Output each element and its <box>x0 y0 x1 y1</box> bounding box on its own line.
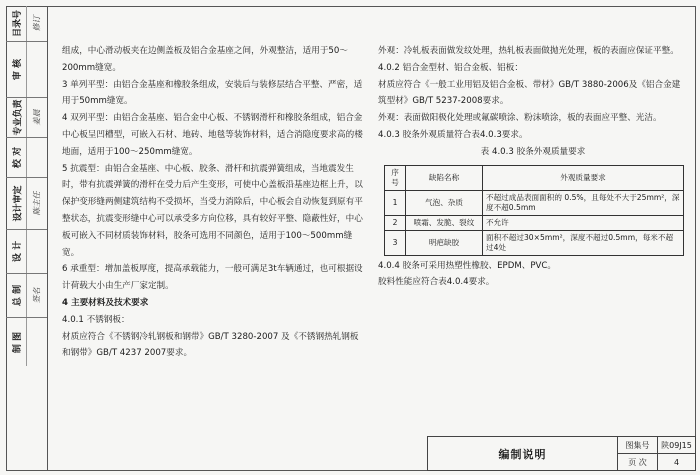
sidebar-signature: 修订 <box>32 15 42 32</box>
table-cell: 不超过成品表面面积的 0.5%，且每处不大于25mm²，深度不超0.5mm <box>483 190 684 215</box>
paragraph: 6 承重型：增加盖板厚度，提高承载能力，一般可满足3t车辆通过，也可根据设计荷载大小由生产厂家定制。 <box>62 264 363 292</box>
right-column <box>378 43 688 291</box>
paragraph: 外观：表面做阳极化处理或氟碳喷涂、粉沫喷涂，板的表面应平整、光洁。 <box>378 113 662 124</box>
sidebar-signature: 签名 <box>32 287 42 304</box>
sidebar-cell <box>6 230 47 274</box>
sidebar-label: 制 图 <box>13 331 24 353</box>
table-header: 缺陷名称 <box>406 165 483 190</box>
sidebar-label: 审 核 <box>13 58 24 81</box>
paragraph: 外观：冷轧板表面做发纹处理，热轧板表面做抛光处理，板的表面应保证平整。 <box>378 46 679 56</box>
paragraph: 组成，中心滑动板夹在边侧盖板及铝合金基座之间，外观整洁，适用于50～200mm缝宽。 <box>62 46 348 73</box>
table-row <box>385 215 684 230</box>
subsection-heading: 4.0.1 不锈钢板： <box>62 314 130 325</box>
paragraph: 4.0.4 胶条可采用热塑性橡胶、EPDM、PVC。 <box>378 260 557 271</box>
sidebar-label: 总 制 <box>13 284 24 307</box>
sidebar-signature: 陈主任 <box>32 191 42 216</box>
table-cell: 3 <box>385 230 406 255</box>
paragraph: 胶料性能应符合表4.0.4要求。 <box>378 277 495 288</box>
sidebar-label: 目录号 <box>13 9 24 38</box>
table-cell: 气泡、杂质 <box>406 190 483 215</box>
table-cell: 喷霜、发脆、裂纹 <box>406 215 483 230</box>
paragraph: 材质应符合《不锈钢冷轧钢板和钢带》GB/T 3280-2007 及《不锈钢热轧钢板和钢带》GB/T 4237 2007要求。 <box>62 331 359 359</box>
table-row <box>385 230 684 255</box>
table-cell: 不允许 <box>483 215 684 230</box>
paragraph: 材质应符合《一般工业用铝及铝合金板、带材》GB/T 3880-2006及《铝合金建筑型材》GB/T 5237-2008要求。 <box>378 79 681 107</box>
paragraph: 5 抗震型：由铝合金基座、中心板、胶条、滑杆和抗震弹簧组成，当地震发生时，带有抗震弹簧的滑杆在受力后产生变形，可使中心盖板沿基座边框上升，以保护变形缝两侧建筑结构不受损坏，当受力消除后，中心板会自动恢复到原有平整状态，抗震变形缝中心可以承受多方向位移，具有较好平整、隐蔽性好，中心板可嵌入不同材质装饰材料，胶条可选用不同颜色，适用于100～500mm缝宽。 <box>62 163 363 258</box>
table-cell: 1 <box>385 190 406 215</box>
sidebar-cell <box>6 42 47 98</box>
table-row <box>385 190 684 215</box>
table-title: 表 4.0.3 胶条外观质量要求 <box>480 146 586 157</box>
title-block <box>427 436 696 471</box>
atlas-number-label: 图集号 <box>618 437 658 454</box>
atlas-number-value: 陕09J15 <box>658 437 695 454</box>
sidebar-cell <box>6 98 47 138</box>
table-cell: 明疤缺胶 <box>406 230 483 255</box>
table-cell: 2 <box>385 215 406 230</box>
table-header: 序号 <box>385 165 406 190</box>
defect-table <box>384 165 684 256</box>
sidebar-cell <box>6 6 47 42</box>
left-column <box>62 43 364 362</box>
sidebar-signature: 姜晨 <box>32 109 42 126</box>
paragraph: 3 单列平型：由铝合金基座和橡胶条组成，安装后与装修层结合平整、严密，适用于50mm缝宽。 <box>62 79 363 107</box>
table-header-row <box>385 165 684 190</box>
table-cell: 面积不超过30×5mm²，深度不超过0.5mm，每米不超过4处 <box>483 230 684 255</box>
drawing-title: 编制说明 <box>428 437 618 470</box>
sidebar-label: 专业负责 <box>13 99 24 136</box>
paragraph: 4.0.3 胶条外观质量符合表4.0.3要求。 <box>378 129 528 140</box>
page-number-label: 页 次 <box>618 454 658 470</box>
paragraph: 4 双列平型：由铝合金基座、铝合金中心板、不锈钢滑杆和橡胶条组成，铝合金中心板呈凹槽型，可嵌入石材、地砖、地毯等装饰材料，适合消隐度要求高的楼地面，适用于100～250mm缝宽。 <box>62 113 363 157</box>
page-number-value: 4 <box>673 457 680 467</box>
sidebar-cell <box>6 138 47 178</box>
subsection-heading: 4.0.2 铝合金型材、铝合金板、铝板： <box>378 62 523 73</box>
sidebar-cell <box>6 318 47 366</box>
sidebar-label: 校 对 <box>13 146 24 169</box>
sidebar-label: 设 计 <box>13 240 24 263</box>
sidebar-cell <box>6 178 47 230</box>
sidebar-cell <box>6 274 47 318</box>
signature-sidebar <box>6 6 48 471</box>
section-heading: 4 主要材料及技术要求 <box>62 297 149 308</box>
sidebar-label: 设计审定 <box>13 185 24 222</box>
table-header: 外观质量要求 <box>483 165 684 190</box>
